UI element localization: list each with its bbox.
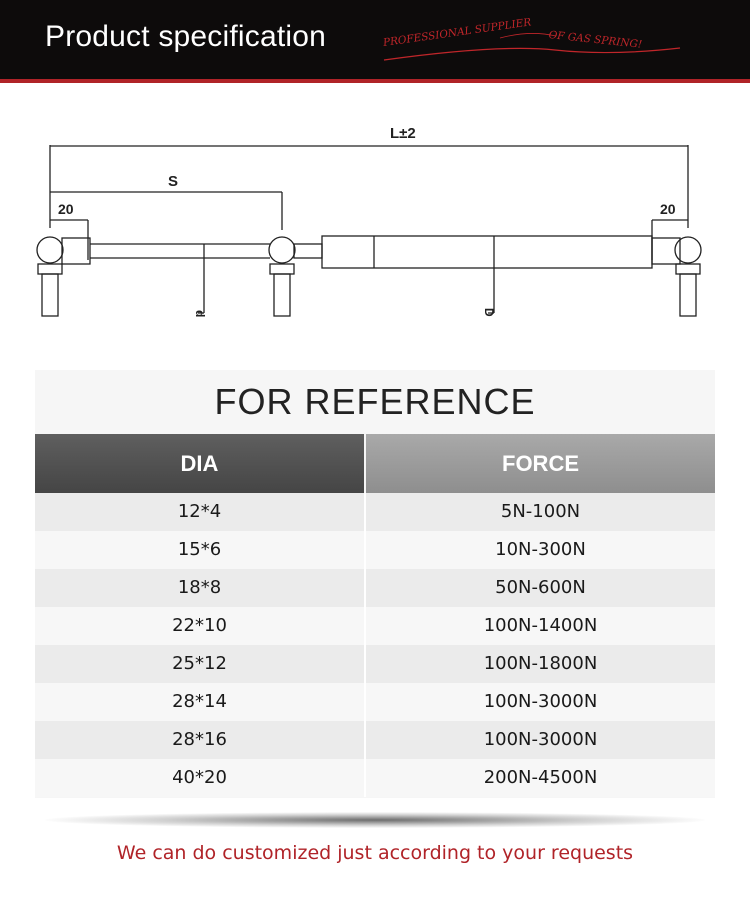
force-cell: 100N-1400N (483, 615, 598, 636)
left-ball-joint (37, 237, 63, 263)
dia-cell: 18*8 (177, 577, 222, 598)
right-stud (680, 274, 696, 316)
force-cell: 100N-3000N (483, 691, 598, 712)
force-cell: 100N-1800N (483, 653, 598, 674)
header-divider (0, 79, 750, 83)
table-row (35, 531, 715, 569)
reference-title: FOR REFERENCE (214, 381, 536, 422)
right-ball-joint (675, 237, 701, 263)
panel-shadow (45, 812, 705, 828)
dia-cell: 25*12 (172, 653, 227, 674)
table-row (35, 569, 715, 607)
dia-cell: 22*10 (172, 615, 227, 636)
force-cell: 200N-4500N (483, 767, 598, 788)
dia-cell: 12*4 (177, 501, 222, 522)
reference-table (35, 370, 715, 798)
dia-cell: 15*6 (177, 539, 222, 560)
dia-cell: 28*14 (172, 691, 227, 712)
dia-cell: 40*20 (172, 767, 227, 788)
table-row (35, 721, 715, 759)
tube-dia-label: D (482, 308, 496, 317)
cylinder-tube (322, 236, 652, 268)
table-row (35, 607, 715, 645)
gas-spring-diagram (0, 110, 750, 340)
tagline (380, 16, 690, 66)
table-row (35, 493, 715, 531)
customization-note: We can do customized just according to your requests (116, 842, 634, 864)
middle-ball-joint (269, 237, 295, 263)
table-body (35, 493, 715, 797)
table-row (35, 645, 715, 683)
left-stud (42, 274, 58, 316)
tagline-text-2: OF GAS SPRING! (548, 29, 643, 51)
header-dia: DIA (35, 434, 364, 493)
stroke-label: S (168, 173, 179, 190)
force-cell: 5N-100N (500, 501, 581, 522)
left-end-label: 20 (58, 201, 74, 217)
length-label: L±2 (390, 125, 416, 142)
page-title: Product specification (45, 20, 327, 53)
middle-stud (274, 274, 290, 316)
force-cell: 100N-3000N (483, 729, 598, 750)
rod-dia-label: d (193, 310, 207, 318)
tagline-text-1: PROFESSIONAL SUPPLIER (382, 16, 532, 49)
header-banner (0, 0, 750, 79)
header-force: FORCE (366, 434, 715, 493)
table-row (35, 759, 715, 797)
table-row (35, 683, 715, 721)
right-end-label: 20 (660, 201, 676, 217)
force-cell: 50N-600N (495, 577, 586, 598)
dia-cell: 28*16 (172, 729, 227, 750)
force-cell: 10N-300N (495, 539, 586, 560)
